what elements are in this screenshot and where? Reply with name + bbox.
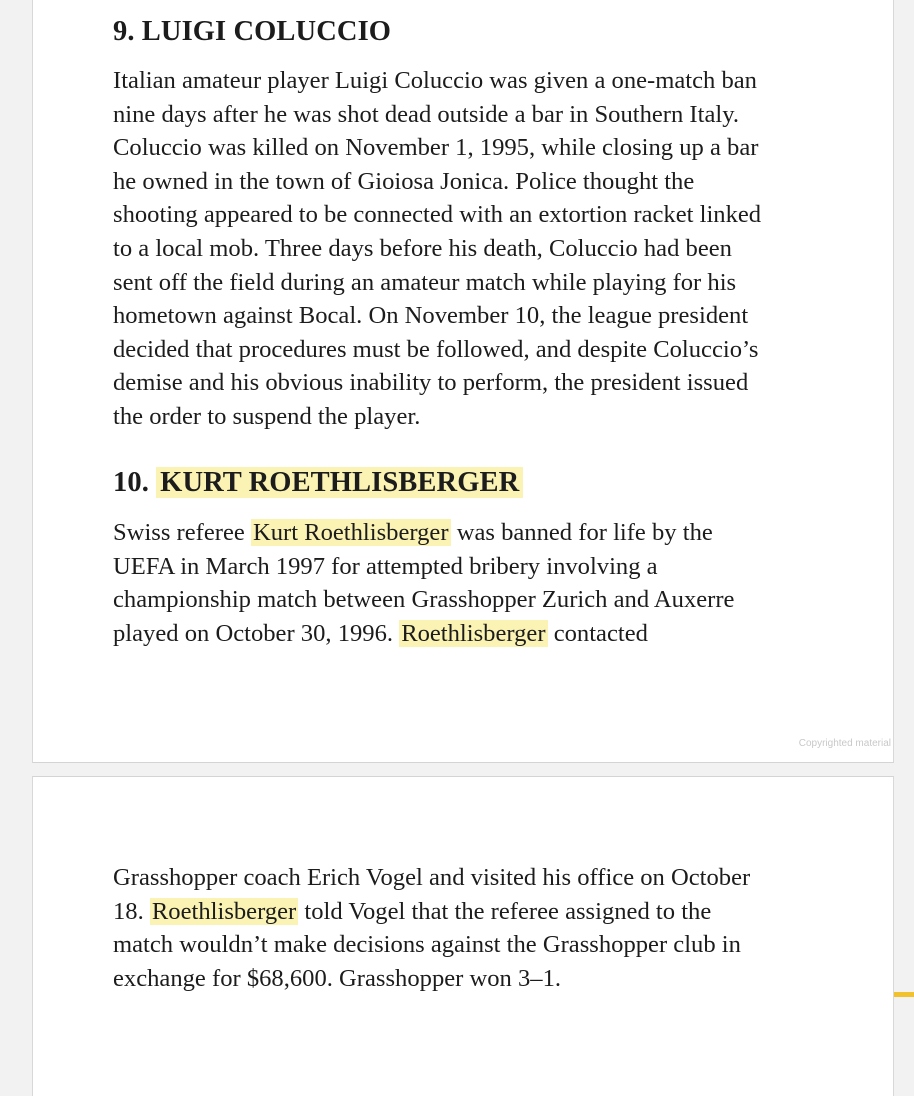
highlighted-name[interactable]: KURT ROETHLISBERGER [156,467,523,498]
paragraph-line: to a local mob. Three days before his death, Coluccio had been [113,234,732,262]
document-page-2 [32,776,894,1096]
paragraph-luigi-coluccio [113,64,853,434]
paragraph-line: exchange for $68,600. Grasshopper won 3–1. [113,964,562,992]
heading-number: 10. [113,467,149,498]
paragraph-line: hometown against Bocal. On November 10, the league president [113,302,749,330]
paragraph-line: demise and his obvious inability to perform, the president issued [113,369,749,397]
heading-kurt-roethlisberger [113,465,523,501]
text-span: Swiss referee [113,519,245,546]
paragraph-line: shooting appeared to be connected with an extortion racket linked [113,201,762,229]
paragraph-line: Grasshopper coach Erich Vogel and visited his office on October [113,864,751,891]
paragraph-line: sent off the field during an amateur match while playing for his [113,268,737,296]
paragraph-line [113,617,853,651]
paragraph-continuation [113,861,853,995]
paragraph-line [113,516,853,550]
text-span: told Vogel that the referee assigned to the [304,897,712,925]
paragraph-line: nine days after he was shot dead outside a bar in Southern Italy. [113,100,740,128]
paragraph-line: the order to suspend the player. [113,402,421,430]
paragraph-line: UEFA in March 1997 for attempted bribery involving a [113,552,658,580]
highlighted-name[interactable]: Roethlisberger [401,619,546,647]
text-span: played on October 30, 1996. [113,619,394,647]
highlighted-name[interactable]: Kurt Roethlisberger [252,519,449,546]
paragraph-line: championship match between Grasshopper Zurich and Auxerre [113,586,735,614]
heading-luigi-coluccio: 9. LUIGI COLUCCIO [113,16,392,47]
paragraph-line: decided that procedures must be followed, and despite Coluccio’s [113,335,759,363]
scroll-position-marker[interactable] [894,992,914,997]
copyright-watermark: Copyrighted material [798,738,891,749]
paragraph-line: he owned in the town of Gioiosa Jonica. Police thought the [113,167,695,195]
paragraph-line: Coluccio was killed on November 1, 1995, while closing up a bar [113,134,759,162]
text-span: contacted [553,619,648,647]
paragraph-line: match wouldn’t make decisions against the Grasshopper club in [113,931,741,959]
text-span: 18. [113,897,144,925]
highlighted-name[interactable]: Roethlisberger [151,897,297,925]
document-page-1 [32,0,894,763]
text-span: was banned for life by the [456,519,713,546]
paragraph-line [113,895,853,929]
paragraph-kurt-roethlisberger [113,516,853,650]
paragraph-line: Italian amateur player Luigi Coluccio was given a one-match ban [113,67,757,94]
